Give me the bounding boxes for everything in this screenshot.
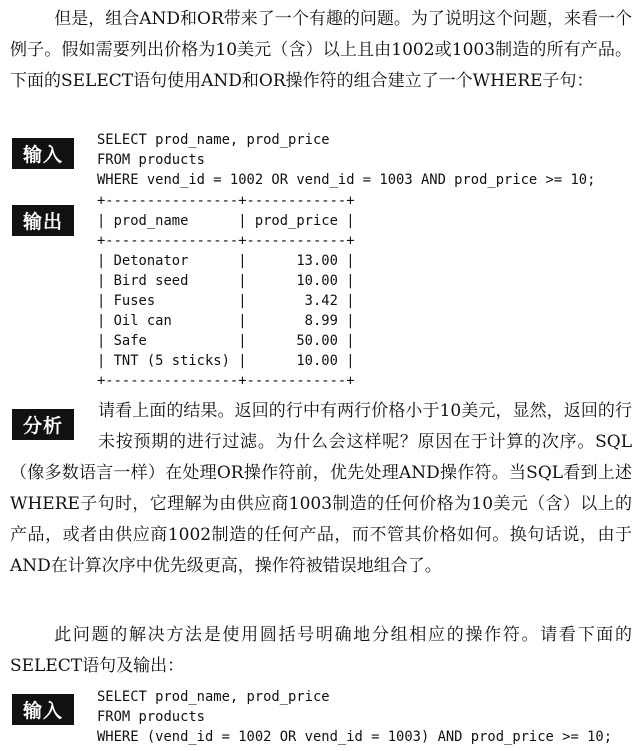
- output-label-badge: 输出: [12, 205, 74, 236]
- analysis-paragraph: [10, 396, 632, 582]
- table-row: | Oil can | 8.99 |: [97, 313, 355, 329]
- table-border: +----------------+------------+: [97, 233, 355, 249]
- table-row: | Fuses | 3.42 |: [97, 293, 355, 309]
- table-border: +----------------+------------+: [97, 373, 355, 389]
- analysis-label-badge: 分析: [12, 409, 74, 440]
- query-output-table: [97, 191, 355, 391]
- input-label-badge-2: 输入: [12, 694, 74, 725]
- table-border: +----------------+------------+: [97, 193, 355, 209]
- table-row: | Bird seed | 10.00 |: [97, 273, 355, 289]
- table-row: | Safe | 50.00 |: [97, 333, 355, 349]
- table-row: | Detonator | 13.00 |: [97, 253, 355, 269]
- sql-query-2: SELECT prod_name, prod_price FROM products WHERE (vend_id = 1002 OR vend_id = 1003) AND prod_price >= 10;: [97, 689, 612, 745]
- table-row: | TNT (5 sticks) | 10.00 |: [97, 353, 355, 369]
- intro-paragraph: 但是，组合AND和OR带来了一个有趣的问题。为了说明这个问题，来看一个例子。假如需要列出价格为10美元（含）以上且由1002或1003制造的所有产品。下面的SELECT语句使用AND和OR操作符的组合建立了一个WHERE子句：: [10, 9, 632, 91]
- table-header-row: | prod_name | prod_price |: [97, 213, 355, 229]
- solution-paragraph: 此问题的解决方法是使用圆括号明确地分组相应的操作符。请看下面的SELECT语句及输出：: [10, 625, 632, 676]
- sql-query-1: SELECT prod_name, prod_price FROM products WHERE vend_id = 1002 OR vend_id = 1003 AND prod_price >= 10;: [97, 132, 596, 188]
- input-label-badge: 输入: [12, 138, 74, 169]
- analysis-text: 请看上面的结果。返回的行中有两行价格小于10美元，显然，返回的行未按预期的进行过滤。为什么会这样呢？原因在于计算的次序。SQL（像多数语言一样）在处理OR操作符前，优先处理AND操作符。当SQL看到上述WHERE子句时，它理解为由供应商1003制造的任何价格为10美元（含）以上的产品，或者由供应商1002制造的任何产品，而不管其价格如何。换句话说，由于AND在计算次序中优先级更高，操作符被错误地组合了。: [10, 401, 632, 576]
